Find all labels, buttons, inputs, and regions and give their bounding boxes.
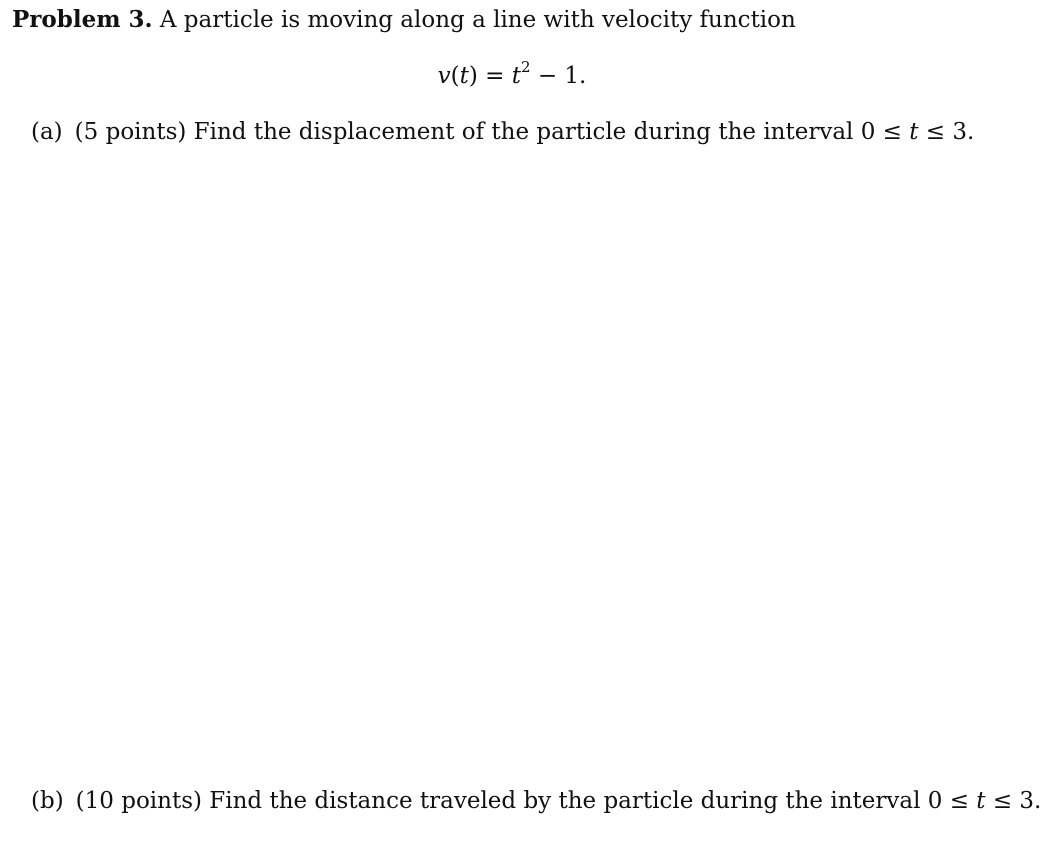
part-a-text-end: ≤ 3. — [918, 119, 975, 145]
equation-lparen: ( — [450, 63, 460, 89]
part-b-points: (10 points) — [75, 788, 202, 814]
part-a-text: Find the displacement of the particle during the interval 0 ≤ — [193, 119, 910, 145]
equation-rparen: ) — [468, 63, 478, 89]
problem-statement — [12, 6, 796, 34]
equation-rhs-var: t — [511, 63, 521, 89]
velocity-equation — [0, 58, 1024, 90]
part-a-var: t — [909, 119, 919, 145]
part-a-points: (5 points) — [74, 119, 187, 145]
part-b-question — [31, 787, 1041, 815]
part-b-var: t — [976, 788, 986, 814]
equation-lhs-var: t — [459, 63, 469, 89]
part-b-text: Find the distance traveled by the particle during the interval 0 ≤ — [209, 788, 977, 814]
equation-rhs-rest: − 1. — [530, 63, 587, 89]
part-a-question — [31, 118, 974, 146]
part-b-label: (b) — [31, 788, 64, 814]
equation-exponent: 2 — [520, 58, 531, 77]
part-b-text-end: ≤ 3. — [985, 788, 1041, 814]
equation-fn: v — [437, 63, 451, 89]
part-a-label: (a) — [31, 119, 63, 145]
problem-text: A particle is moving along a line with velocity function — [159, 7, 796, 33]
problem-label: Problem 3. — [12, 6, 153, 33]
equation-equals: = — [477, 63, 512, 89]
